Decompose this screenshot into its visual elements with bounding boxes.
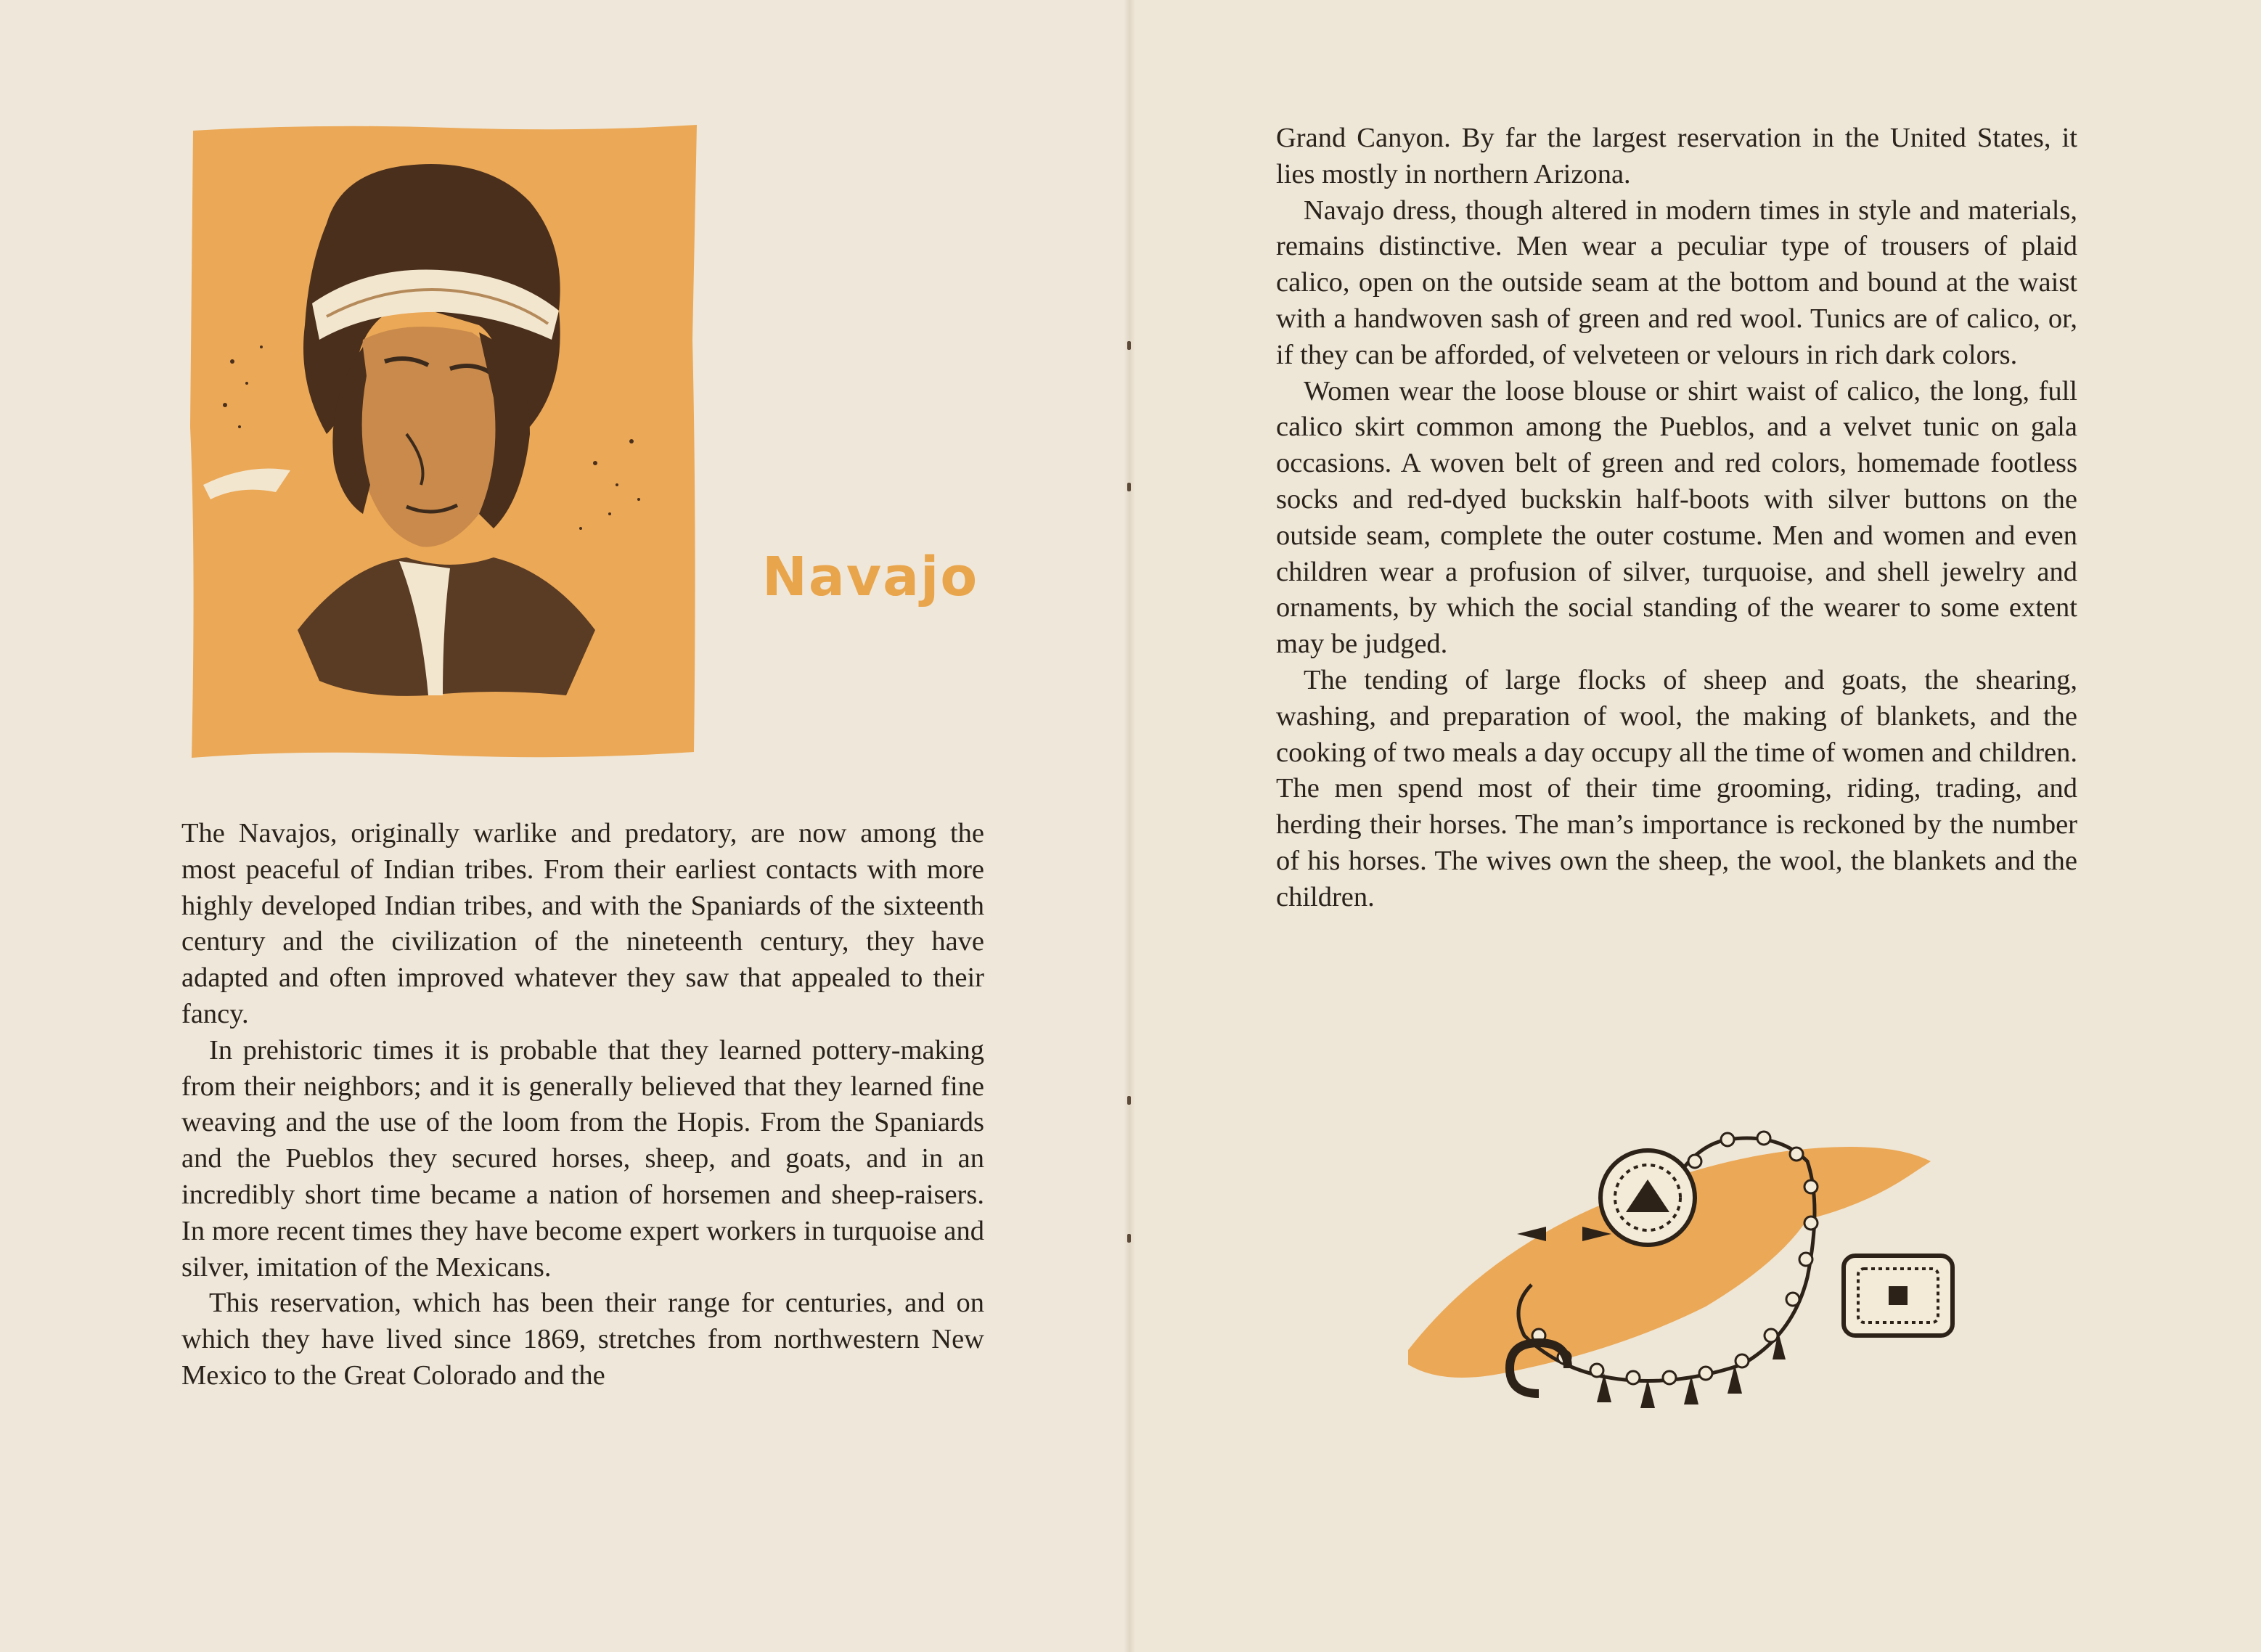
binding-mark xyxy=(1127,1234,1131,1243)
navajo-portrait-illustration xyxy=(189,122,698,759)
page-gutter xyxy=(1124,0,1135,1652)
right-body-text xyxy=(1276,120,2077,916)
paragraph: The tending of large flocks of sheep and goats, the shearing, washing, and preparation of wool, the making of blankets, and the cooking of two meals a day occupy all the time of women and children. The men spend most of their time grooming, riding, trading, and herding their horses. The man’s importance is reckoned by the number of his horses. The wives own the sheep, the wool, the blankets and the children. xyxy=(1276,664,2077,912)
left-body-text xyxy=(181,816,984,1394)
paragraph: Navajo dress, though altered in modern times in style and materials, remains distinctive. Men wear a peculiar type of trousers of plaid calico, open on the outside seam at the bottom and bound at the waist with a handwoven sash of green and red wool. Tunics are of calico, or, if they can be afforded, of velveteen or velours in rich dark colors. xyxy=(1276,195,2077,370)
binding-mark xyxy=(1127,1096,1131,1105)
page-title: Navajo xyxy=(762,546,979,608)
paragraph: Grand Canyon. By far the largest reservation in the United States, it lies mostly in northern Arizona. xyxy=(1276,123,2077,189)
jewelry-illustration xyxy=(1401,1118,1967,1444)
paragraph: This reservation, which has been their range for centuries, and on which they have lived since 1869, stretches from northwestern New Mexico to the Great Colorado and the xyxy=(181,1288,984,1391)
binding-mark xyxy=(1127,483,1131,491)
binding-mark xyxy=(1127,341,1131,350)
right-page xyxy=(1129,0,2261,1652)
paragraph: Women wear the loose blouse or shirt waist of calico, the long, full calico skirt common among the Pueblos, and a velvet tunic on gala occasions. A woven belt of green and red colors, homemade footless socks and red-dyed buckskin half-boots with silver buttons on the outside seam, complete the outer costume. Men and women and even children wear a profusion of silver, turquoise, and shell jewelry and ornaments, by which the social standing of the wearer to some extent may be judged. xyxy=(1276,375,2077,660)
paragraph: The Navajos, originally warlike and predatory, are now among the most peaceful of Indian tribes. From their earliest contacts with more highly developed Indian tribes, and with the Spaniards of the sixteenth century and the civilization of the nineteenth century, they have adapted and often improved whatever they saw that appealed to their fancy. xyxy=(181,818,984,1029)
paragraph: In prehistoric times it is probable that they learned pottery-making from their neighbors; and it is generally believed that they learned fine weaving and the use of the loom from the Hopis. From the Spaniards and the Pueblos they secured horses, sheep, and goats, and in an incredibly short time became a nation of horsemen and sheep-raisers. In more recent times they have become expert workers in turquoise and silver, imitation of the Mexicans. xyxy=(181,1034,984,1283)
left-page xyxy=(0,0,1129,1652)
